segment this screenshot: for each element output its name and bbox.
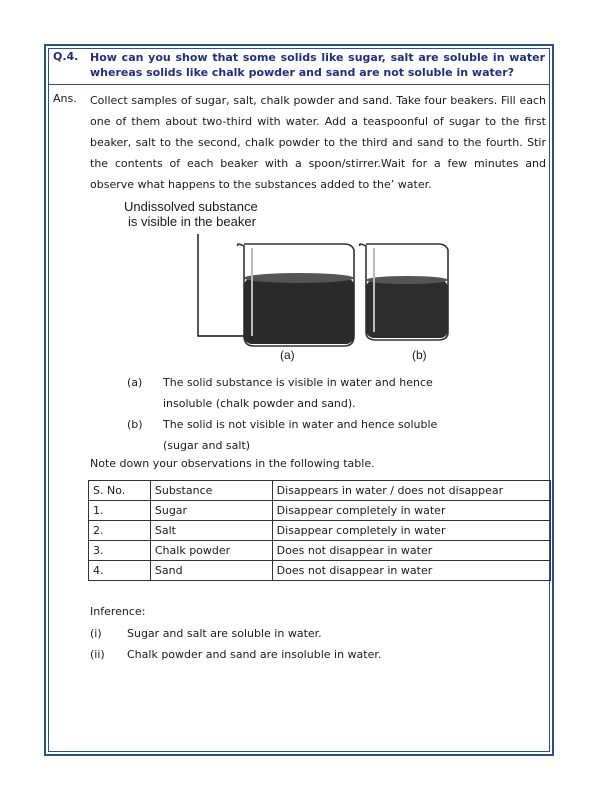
question-text: How can you show that some solids like sugar, salt are soluble in water whereas solids like chalk powder and sand are not soluble in water? bbox=[90, 51, 545, 79]
table-note: Note down your observations in the following table. bbox=[90, 457, 375, 470]
figure-caption-line2: is visible in the beaker bbox=[128, 214, 256, 229]
table-header-cell: Disappears in water / does not disappear bbox=[272, 481, 550, 501]
observation-text: insoluble (chalk powder and sand). bbox=[163, 397, 356, 410]
table-row bbox=[89, 501, 551, 521]
table-cell: Disappear completely in water bbox=[272, 501, 550, 521]
table-cell: Sand bbox=[150, 561, 272, 581]
beaker-b-surface bbox=[366, 276, 448, 284]
table-cell: Does not disappear in water bbox=[272, 561, 550, 581]
table-cell: 2. bbox=[89, 521, 151, 541]
table-cell: 4. bbox=[89, 561, 151, 581]
table-row bbox=[89, 541, 551, 561]
table-cell: 1. bbox=[89, 501, 151, 521]
table-cell: Does not disappear in water bbox=[272, 541, 550, 561]
answer-text: Collect samples of sugar, salt, chalk powder and sand. Take four beakers. Fill each one of them about two-third with water. Add a teaspoonful of sugar to the first beaker, salt to the second, chalk powder to the third and sand to the fourth. Stir the contents of each beaker with a spoon/stirrer.Wait for a few minutes and observe what happens to the substances added to the’ water. bbox=[90, 94, 546, 191]
beaker-figure bbox=[120, 196, 450, 364]
answer-label: Ans. bbox=[53, 92, 77, 105]
question-number: Q.4. bbox=[53, 50, 79, 63]
inference-key: (i) bbox=[90, 627, 102, 640]
figure-label-b: (b) bbox=[412, 348, 427, 362]
table-cell: Chalk powder bbox=[150, 541, 272, 561]
table-cell: Disappear completely in water bbox=[272, 521, 550, 541]
observation-list bbox=[0, 372, 600, 456]
inference-text: Chalk powder and sand are insoluble in water. bbox=[127, 648, 382, 661]
beaker-b bbox=[360, 244, 448, 340]
table-cell: 3. bbox=[89, 541, 151, 561]
inference-text: Sugar and salt are soluble in water. bbox=[127, 627, 322, 640]
table-header-cell: S. No. bbox=[89, 481, 151, 501]
beaker-a-surface bbox=[244, 273, 354, 283]
table-row bbox=[89, 521, 551, 541]
observation-key: (a) bbox=[127, 376, 143, 389]
beaker-b-liquid bbox=[366, 280, 448, 338]
table-header-row bbox=[89, 481, 551, 501]
table-cell: Sugar bbox=[150, 501, 272, 521]
inference-key: (ii) bbox=[90, 648, 105, 661]
observation-text: (sugar and salt) bbox=[163, 439, 251, 452]
observation-text: The solid is not visible in water and hence soluble bbox=[163, 418, 438, 431]
table-row bbox=[89, 561, 551, 581]
beaker-a-liquid bbox=[244, 278, 354, 344]
beaker-illustration bbox=[120, 196, 450, 364]
figure-caption-line1: Undissolved substance bbox=[124, 199, 258, 214]
beaker-a bbox=[238, 244, 354, 346]
observation-text: The solid substance is visible in water and hence bbox=[163, 376, 433, 389]
observation-table bbox=[88, 480, 551, 581]
figure-label-a: (a) bbox=[280, 348, 295, 362]
inference-title: Inference: bbox=[90, 605, 146, 618]
table-header-cell: Substance bbox=[150, 481, 272, 501]
table-cell: Salt bbox=[150, 521, 272, 541]
question-divider bbox=[48, 84, 550, 85]
observation-key: (b) bbox=[127, 418, 143, 431]
